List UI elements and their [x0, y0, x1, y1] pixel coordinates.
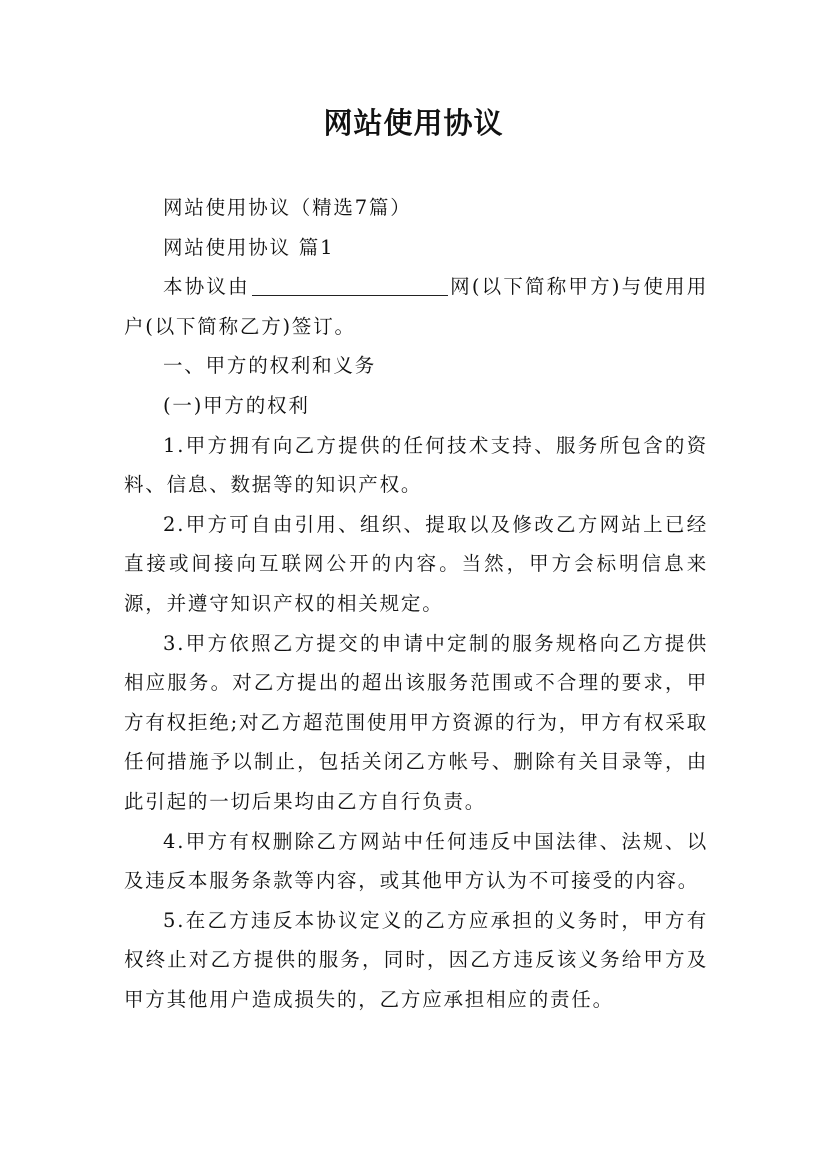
- subtitle-paragraph: 网站使用协议（精选7篇）: [163, 196, 412, 219]
- agreement-intro-paragraph: [124, 267, 708, 346]
- party-name-blank: [252, 276, 448, 297]
- heading-party-a-rights: (一)甲方的权利: [163, 393, 310, 417]
- clause-4: 4.甲方有权删除乙方网站中任何违反中国法律、法规、以及违反本服务条款等内容，或其他甲方认为不可接受的内容。: [124, 829, 708, 893]
- agreement-intro-suffix: 网(以下简称甲方)与使用用户(以下简称乙方)签订。: [124, 275, 708, 338]
- clause-3: 3.甲方依照乙方提交的申请中定制的服务规格向乙方提供相应服务。对乙方提出的超出该服务范围或不合理的要求，甲方有权拒绝;对乙方超范围使用甲方资源的行为，甲方有权采取任何措施予以制止，包括关闭乙方帐号、删除有关目录等，由此引起的一切后果均由乙方自行负责。: [124, 631, 708, 813]
- heading-rights-and-obligations: 一、甲方的权利和义务: [163, 354, 377, 378]
- document-body: [124, 188, 708, 1019]
- clause-2: 2.甲方可自由引用、组织、提取以及修改乙方网站上已经直接或间接向互联网公开的内容。当然，甲方会标明信息来源，并遵守知识产权的相关规定。: [124, 512, 708, 615]
- section-heading-paragraph: 网站使用协议 篇1: [163, 235, 335, 259]
- agreement-intro-prefix: 本协议由: [163, 275, 250, 299]
- clause-1: 1.甲方拥有向乙方提供的任何技术支持、服务所包含的资料、信息、数据等的知识产权。: [124, 433, 708, 497]
- clause-5: 5.在乙方违反本协议定义的乙方应承担的义务时，甲方有权终止对乙方提供的服务，同时，因乙方违反该义务给甲方及甲方其他用户造成损失的，乙方应承担相应的责任。: [124, 908, 708, 1011]
- document-title: 网站使用协议: [323, 106, 504, 140]
